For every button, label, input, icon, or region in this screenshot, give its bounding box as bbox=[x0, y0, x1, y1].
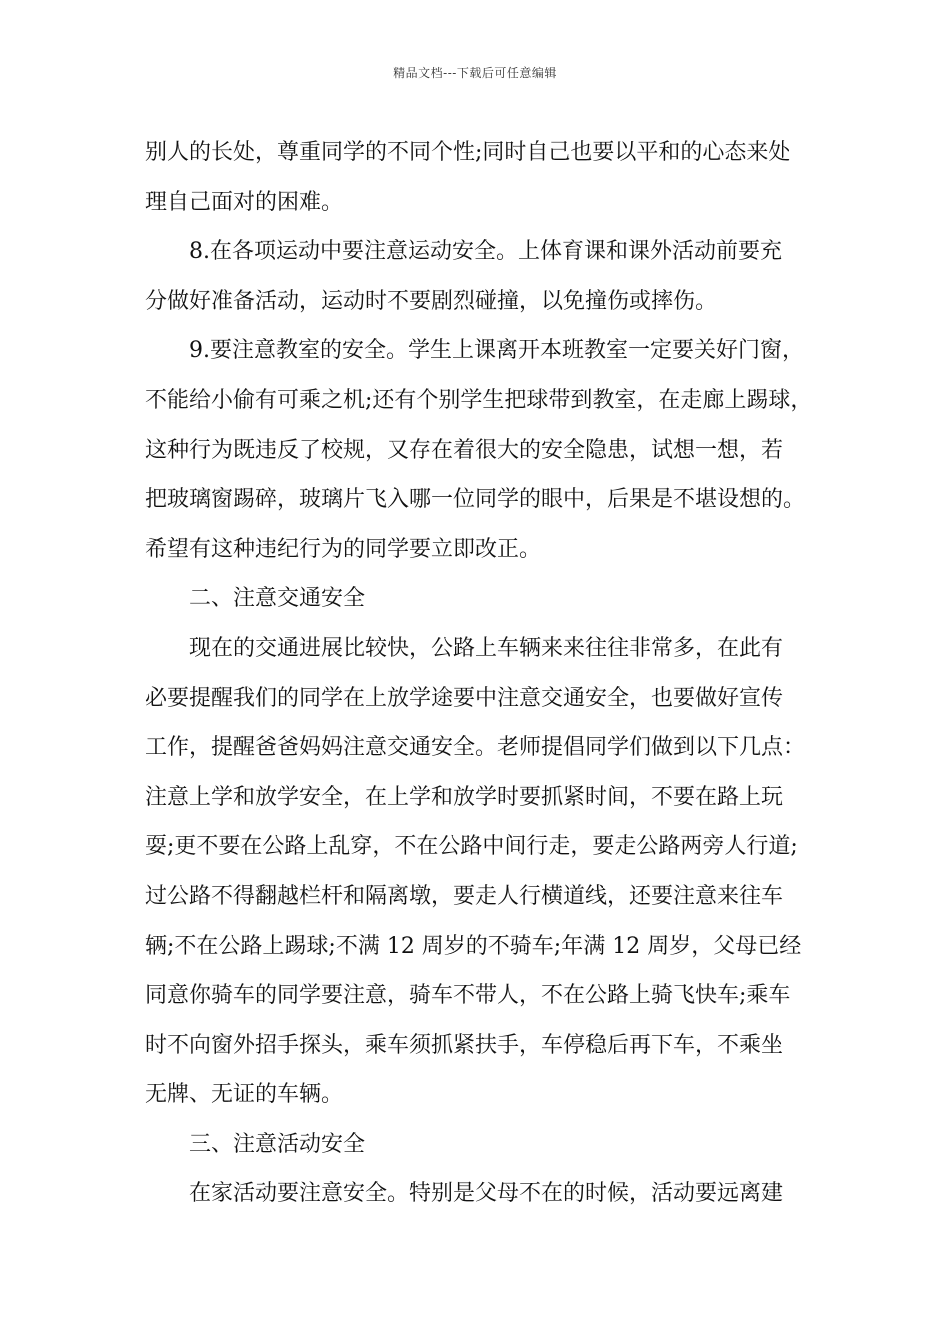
text-line: 分做好准备活动，运动时不要剧烈碰撞，以免撞伤或摔伤。 bbox=[145, 288, 718, 314]
text-line: 工作，提醒爸爸妈妈注意交通安全。老师提倡同学们做到以下几点： bbox=[145, 735, 806, 761]
section-heading: 三、注意活动安全 bbox=[189, 1131, 366, 1157]
text-line: 现在的交通进展比较快，公路上车辆来来往往非常多，在此有 bbox=[189, 635, 784, 661]
document-body bbox=[145, 128, 825, 1219]
text-line: 必要提醒我们的同学在上放学途要中注意交通安全，也要做好宣传 bbox=[145, 685, 784, 711]
page-header: 精品文档---下载后可任意编辑 bbox=[393, 66, 557, 80]
text-line: 在家活动要注意安全。特别是父母不在的时候，活动要远离建 bbox=[189, 1181, 784, 1207]
text-line: 8.在各项运动中要注意运动安全。上体育课和课外活动前要充 bbox=[189, 239, 782, 265]
text-line: 把玻璃窗踢碎，玻璃片飞入哪一位同学的眼中，后果是不堪设想的。 bbox=[145, 487, 806, 513]
text-line: 同意你骑车的同学要注意，骑车不带人，不在公路上骑飞快车;乘车 bbox=[145, 983, 791, 1009]
text-line: 9.要注意教室的安全。学生上课离开本班教室一定要关好门窗， bbox=[189, 338, 804, 364]
text-line: 理自己面对的困难。 bbox=[145, 189, 344, 215]
text-line: 时不向窗外招手探头，乘车须抓紧扶手，车停稳后再下车，不乘坐 bbox=[145, 1032, 784, 1058]
text-line: 别人的长处，尊重同学的不同个性;同时自己也要以平和的心态来处 bbox=[145, 140, 791, 165]
text-line: 希望有这种违纪行为的同学要立即改正。 bbox=[145, 536, 542, 562]
text-line: 注意上学和放学安全，在上学和放学时要抓紧时间，不要在路上玩 bbox=[145, 784, 784, 810]
text-line: 这种行为既违反了校规，又存在着很大的安全隐患，试想一想，若 bbox=[145, 437, 784, 463]
section-heading: 二、注意交通安全 bbox=[189, 586, 366, 612]
text-line: 辆;不在公路上踢球;不满 12 周岁的不骑车;年满 12 周岁，父母已经 bbox=[145, 933, 802, 959]
text-line: 无牌、无证的车辆。 bbox=[145, 1082, 344, 1108]
text-line: 耍;更不要在公路上乱穿，不在公路中间行走，要走公路两旁人行道; bbox=[145, 834, 798, 860]
text-line: 过公路不得翻越栏杆和隔离墩，要走人行横道线，还要注意来往车 bbox=[145, 883, 784, 909]
text-line: 不能给小偷有可乘之机;还有个别学生把球带到教室，在走廊上踢球， bbox=[145, 387, 813, 413]
